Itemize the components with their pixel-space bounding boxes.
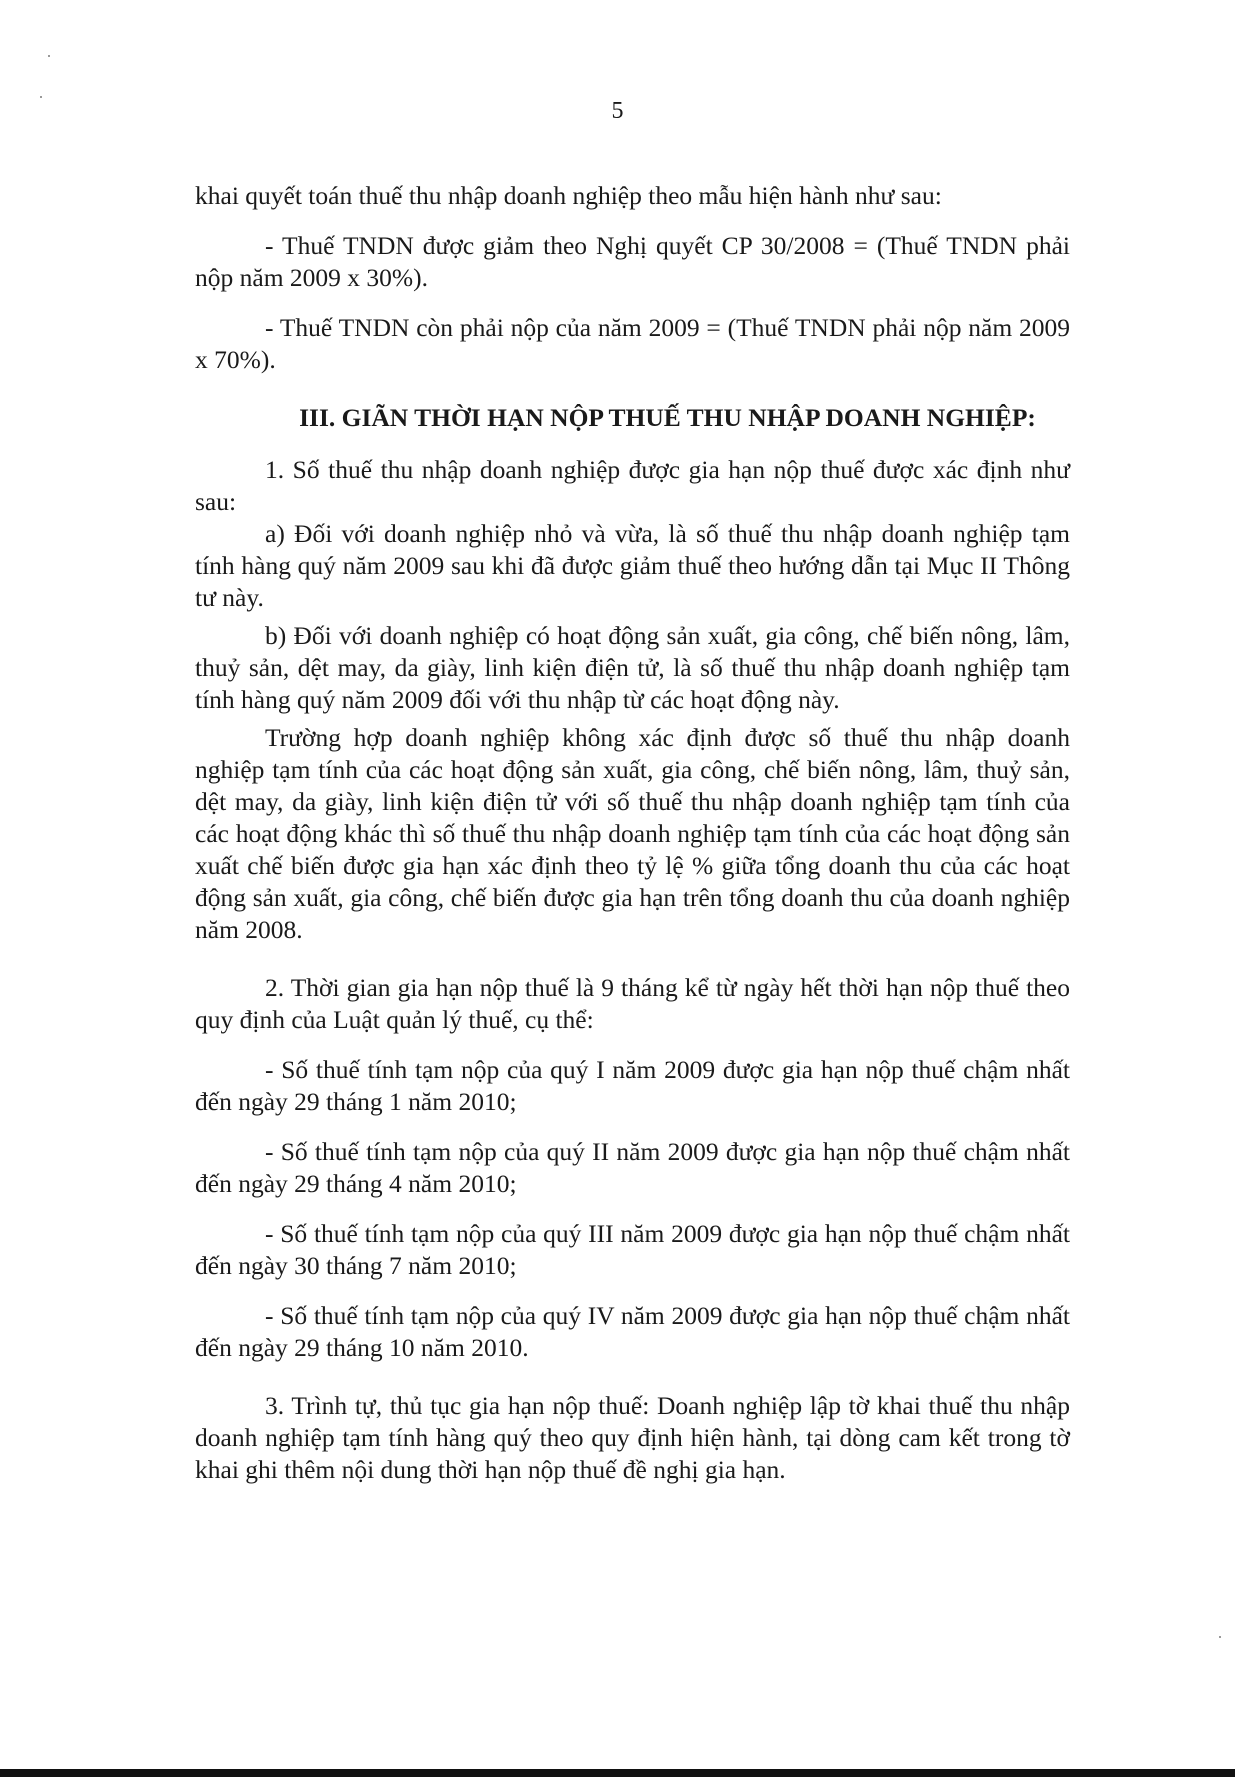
paragraph-quarter-2: - Số thuế tính tạm nộp của quý II năm 2009 được gia hạn nộp thuế chậm nhất đến ngày 29 tháng 4 năm 2010; <box>195 1137 1070 1198</box>
paragraph-quarter-3: - Số thuế tính tạm nộp của quý III năm 2009 được gia hạn nộp thuế chậm nhất đến ngày 30 tháng 7 năm 2010; <box>195 1219 1070 1280</box>
page-number: 5 <box>611 98 624 124</box>
document-body <box>195 180 1070 1486</box>
paragraph-item-2: 2. Thời gian gia hạn nộp thuế là 9 tháng kể từ ngày hết thời hạn nộp thuế theo quy định của Luật quản lý thuế, cụ thể: <box>195 973 1070 1034</box>
section-heading: III. GIÃN THỜI HẠN NỘP THUẾ THU NHẬP DOANH NGHIỆP: <box>299 403 1036 432</box>
paragraph-item-1: 1. Số thuế thu nhập doanh nghiệp được gia hạn nộp thuế được xác định như sau: <box>195 455 1070 516</box>
paragraph-quarter-1: - Số thuế tính tạm nộp của quý I năm 2009 được gia hạn nộp thuế chậm nhất đến ngày 29 tháng 1 năm 2010; <box>195 1055 1070 1116</box>
scan-bottom-edge <box>0 1769 1235 1777</box>
paragraph-tax-reduced: - Thuế TNDN được giảm theo Nghị quyết CP 30/2008 = (Thuế TNDN phải nộp năm 2009 x 30%). <box>195 231 1070 292</box>
paragraph-intro: khai quyết toán thuế thu nhập doanh nghiệp theo mẫu hiện hành như sau: <box>195 181 942 210</box>
paragraph-item-1a: a) Đối với doanh nghiệp nhỏ và vừa, là số thuế thu nhập doanh nghiệp tạm tính hàng quý năm 2009 sau khi đã được giảm thuế theo hướng dẫn tại Mục II Thông tư này. <box>195 519 1070 612</box>
paragraph-item-3: 3. Trình tự, thủ tục gia hạn nộp thuế: Doanh nghiệp lập tờ khai thuế thu nhập doanh nghiệp tạm tính hàng quý theo quy định hiện hành, tại dòng cam kết trong tờ khai ghi thêm nội dung thời hạn nộp thuế đề nghị gia hạn. <box>195 1391 1070 1484</box>
paragraph-quarter-4: - Số thuế tính tạm nộp của quý IV năm 2009 được gia hạn nộp thuế chậm nhất đến ngày 29 tháng 10 năm 2010. <box>195 1301 1070 1362</box>
scan-speck <box>1219 1636 1221 1638</box>
paragraph-tax-remaining: - Thuế TNDN còn phải nộp của năm 2009 = (Thuế TNDN phải nộp năm 2009 x 70%). <box>195 313 1070 374</box>
scan-speck <box>48 55 50 57</box>
paragraph-item-1-case: Trường hợp doanh nghiệp không xác định được số thuế thu nhập doanh nghiệp tạm tính của các hoạt động sản xuất, gia công, chế biến nông, lâm, thuỷ sản, dệt may, da giày, linh kiện điện tử với số thuế thu nhập doanh nghiệp tạm tính của các hoạt động khác thì số thuế thu nhập doanh nghiệp tạm tính của các hoạt động sản xuất chế biến được gia hạn xác định theo tỷ lệ % giữa tổng doanh thu của các hoạt động sản xuất, gia công, chế biến được gia hạn trên tổng doanh thu của doanh nghiệp năm 2008. <box>195 723 1070 944</box>
paragraph-item-1b: b) Đối với doanh nghiệp có hoạt động sản xuất, gia công, chế biến nông, lâm, thuỷ sản, dệt may, da giày, linh kiện điện tử, là số thuế thu nhập doanh nghiệp tạm tính hàng quý năm 2009 đối với thu nhập từ các hoạt động này. <box>195 621 1070 714</box>
